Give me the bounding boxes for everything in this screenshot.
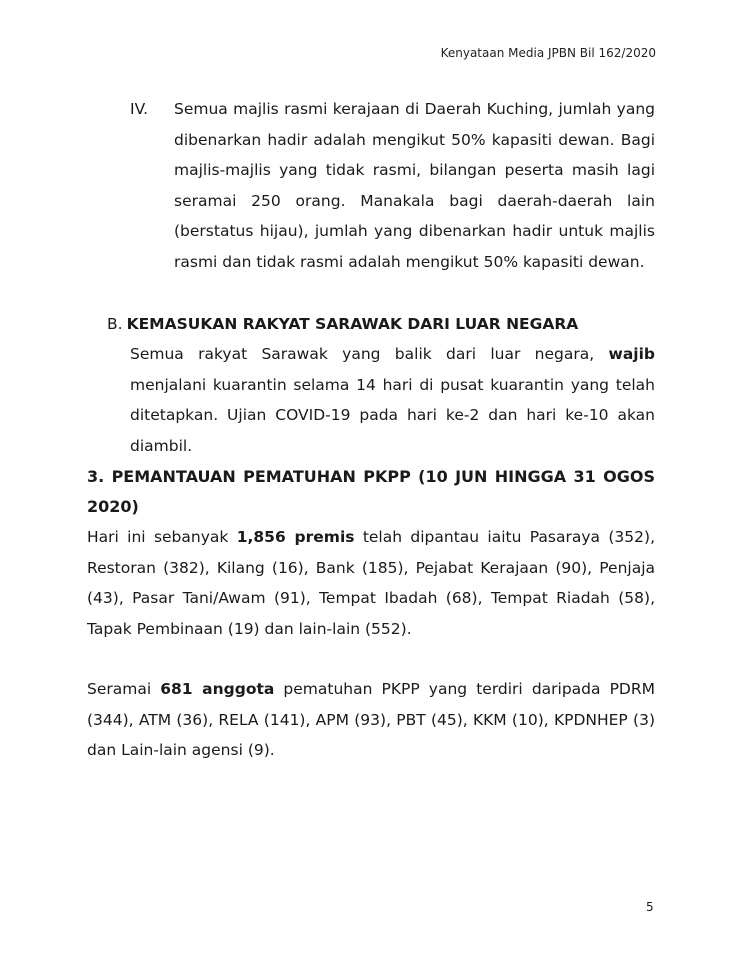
section-b-text-end: menjalani kuarantin selama 14 hari di pusat kuarantin yang telah ditetapkan. Ujian COVID-19 pada hari ke-2 dan hari ke-10 akan diambil. [130, 375, 655, 455]
document-header: Kenyataan Media JPBN Bil 162/2020 [440, 46, 656, 60]
premises-text-start: Hari ini sebanyak [87, 528, 237, 546]
premises-text-end: telah dipantau iaitu Pasaraya (352), Restoran (382), Kilang (16), Bank (185), Pejabat Kerajaan (90), Penjaja (43), Pasar Tani/Awam (91), Tempat Ibadah (68), Tempat Riadah (58), Tapak Pembinaan (19) dan lain-lain (552). [87, 528, 655, 638]
section-b-paragraph [130, 339, 655, 461]
members-text-start: Seramai [87, 680, 161, 698]
section-3-paragraph-members [87, 674, 655, 766]
members-count: 681 anggota [160, 680, 275, 698]
list-numeral: IV. [130, 100, 149, 118]
section-b-text-bold: wajib [608, 345, 655, 363]
list-item-iv [130, 94, 655, 277]
section-b-text-start: Semua rakyat Sarawak yang balik dari luar negara, [130, 345, 609, 363]
page-number: 5 [646, 900, 654, 914]
section-b-heading [107, 309, 655, 339]
list-item-text: Semua majlis rasmi kerajaan di Daerah Kuching, jumlah yang dibenarkan hadir adalah mengikut 50% kapasiti dewan. Bagi majlis-majlis yang tidak rasmi, bilangan peserta masih lagi seramai 250 orang. Manakala bagi daerah-daerah lain (berstatus hijau), jumlah yang dibenarkan hadir untuk majlis rasmi dan tidak rasmi adalah mengikut 50% kapasiti dewan. [174, 100, 655, 271]
premises-count: 1,856 premis [236, 528, 355, 546]
section-b-title: KEMASUKAN RAKYAT SARAWAK DARI LUAR NEGARA [126, 315, 579, 333]
members-text-end: pematuhan PKPP yang terdiri daripada PDRM (344), ATM (36), RELA (141), APM (93), PBT (45), KKM (10), KPDNHEP (3) dan Lain-lain agensi (9). [87, 680, 656, 759]
section-3-heading: 3. PEMANTAUAN PEMATUHAN PKPP (10 JUN HINGGA 31 OGOS 2020) [87, 467, 655, 516]
section-b [107, 309, 655, 461]
section-3 [87, 462, 655, 766]
section-b-letter: B. [107, 315, 123, 333]
section-3-paragraph-premises [87, 522, 655, 644]
